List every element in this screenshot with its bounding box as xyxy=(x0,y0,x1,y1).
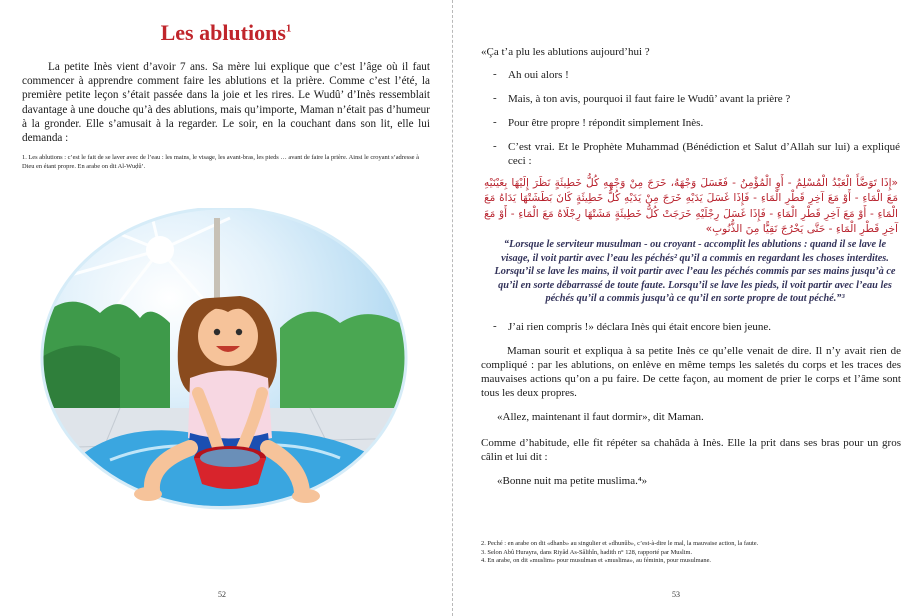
dash-2: - xyxy=(493,92,497,104)
dash-1: - xyxy=(493,68,497,80)
dialogue-line-8: «Bonne nuit ma petite muslima.⁴» xyxy=(497,475,648,487)
dash-5: - xyxy=(493,320,497,332)
face xyxy=(198,306,258,366)
illustration-girl-washing xyxy=(40,208,408,530)
dialogue-line-4: Pour être propre ! répondit simplement Inès. xyxy=(508,117,704,129)
red-basin xyxy=(194,446,266,489)
footnote-3: 3. Selon Abû Hurayra, dans Riyâd As-Sâlihîn, hadith n° 128, rapporté par Muslim. xyxy=(481,548,693,556)
explanation-paragraph: Maman sourit et expliqua à sa petite Inès ce qu’elle venait de dire. Il n’y avait rien de compliqué : par les ablutions, on enlève en même temps les saletés du corps et les traces des mauvaises actions qu’on a pu faire. De cette façon, au moment de prier le corps et l’âme sont tous les deux propres. xyxy=(481,345,901,399)
dash-4: - xyxy=(493,140,497,152)
dialogue-line-1: «Ça t’a plu les ablutions aujourd’hui ? xyxy=(481,46,650,58)
bush-right xyxy=(280,312,408,418)
footnotes-right xyxy=(481,540,901,566)
hadith-translation: “Lorsque le serviteur musulman - ou croyant - accomplit les ablutions : quand il se lave le visage, il voit partir avec l’eau les péchés² qu’il a commis en regardant les choses interdites. Lorsqu’il se lave les mains, il voit partir avec l’eau les péchés commis par ses mains jusqu’à ce qu’il en sorte débarrassé de toute faute. Lorsqu’il se lave les pieds, il voit partir avec l’eau les péchés qu’il a commis jusqu’à ce qu’il en sorte propre de tout péché.”³ xyxy=(494,239,896,305)
arabic-hadith: «إِذَا تَوَضَّأَ الْعَبْدُ الْمُسْلِمُ - أَوِ الْمُؤْمِنُ - فَغَسَلَ وَجْهَهُ، خَرَجَ مِنْ وَجْهِهِ كُلُّ خَطِيئَةٍ نَظَرَ إِلَيْهَا بِعَيْنَيْهِ مَعَ الْمَاءِ - أَوْ مَعَ آخِرِ قَطْرِ الْمَاءِ - فَإِذَا غَسَلَ يَدَيْهِ خَرَجَ مِنْ يَدَيْهِ كُلُّ خَطِيئَةٍ كَانَ بَطَشَتْهَا يَدَاهُ مَعَ الْمَاءِ - أَوْ مَعَ آخِرِ قَطْرِ الْمَاءِ - فَإِذَا غَسَلَ رِجْلَيْهِ خَرَجَتْ كُلُّ خَطِيئَةٍ مَشَتْهَا رِجْلَاهُ مَعَ الْمَاءِ - أَوْ مَعَ آخِرِ قَطْرِ الْمَاءِ - حَتَّى يَخْرُجَ نَقِيًّا مِنَ الذُّنُوبِ» xyxy=(484,177,898,236)
dialogue-line-3: Mais, à ton avis, pourquoi il faut faire le Wudû’ avant la prière ? xyxy=(508,93,791,105)
dialogue-line-7: «Allez, maintenant il faut dormir», dit Maman. xyxy=(497,411,704,423)
dialogue-line-5: C’est vrai. Et le Prophète Muhammad (Bénédiction et Salut d’Allah sur lui) a expliqué ceci : xyxy=(508,141,900,167)
page-number-right: 53 xyxy=(672,590,680,599)
footnote-2: 2. Peché : en arabe on dit «dhanb» au singulier et «dhunûb», c’est-à-dire le mal, la mauvaise action, la faute. xyxy=(481,540,759,547)
dash-3: - xyxy=(493,116,497,128)
sun xyxy=(146,236,174,264)
page-number-left: 52 xyxy=(218,590,226,599)
footnote-4: 4. En arabe, on dit «muslim» pour musulman et «muslima», au féminin, pour musulmane. xyxy=(481,557,712,565)
intro-paragraph: La petite Inès vient d’avoir 7 ans. Sa mère lui explique que c’est l’âge où il faut commencer à apprendre comment faire les ablutions et la prière. Comme c’est l’été, la première petite leçon s’était passée dans la joie et les rires. Le Wudû’ d’Inès ressemblait davantage à une douche qu’à des ablutions, mais qu’importe, Maman n’était pas d’humeur à la gronder. Elle s’amusait à la regarder. Le soir, en la couchant dans son lit, elle lui demanda : xyxy=(22,61,430,145)
chapter-title: Les ablutions$^1$ xyxy=(160,20,292,45)
left-page xyxy=(0,0,452,616)
page-divider xyxy=(452,0,453,616)
dialogue-line-6: J’ai rien compris !» déclara Inès qui était encore bien jeune. xyxy=(508,321,771,333)
chahada-paragraph: Comme d’habitude, elle fit répéter sa chahâda à Inès. Elle la prit dans ses bras pour un gros câlin et lui dit : xyxy=(481,437,901,463)
dialogue-line-2: Ah oui alors ! xyxy=(508,69,569,81)
footnote-1: 1. Les ablutions : c’est le fait de se laver avec de l’eau : les mains, le visage, les avant-bras, les pieds … avant de faire la prière. Ainsi le croyant s’adresse à Dieu en étant propre. En arabe on dit Al-Wuḍû’. xyxy=(22,154,419,170)
